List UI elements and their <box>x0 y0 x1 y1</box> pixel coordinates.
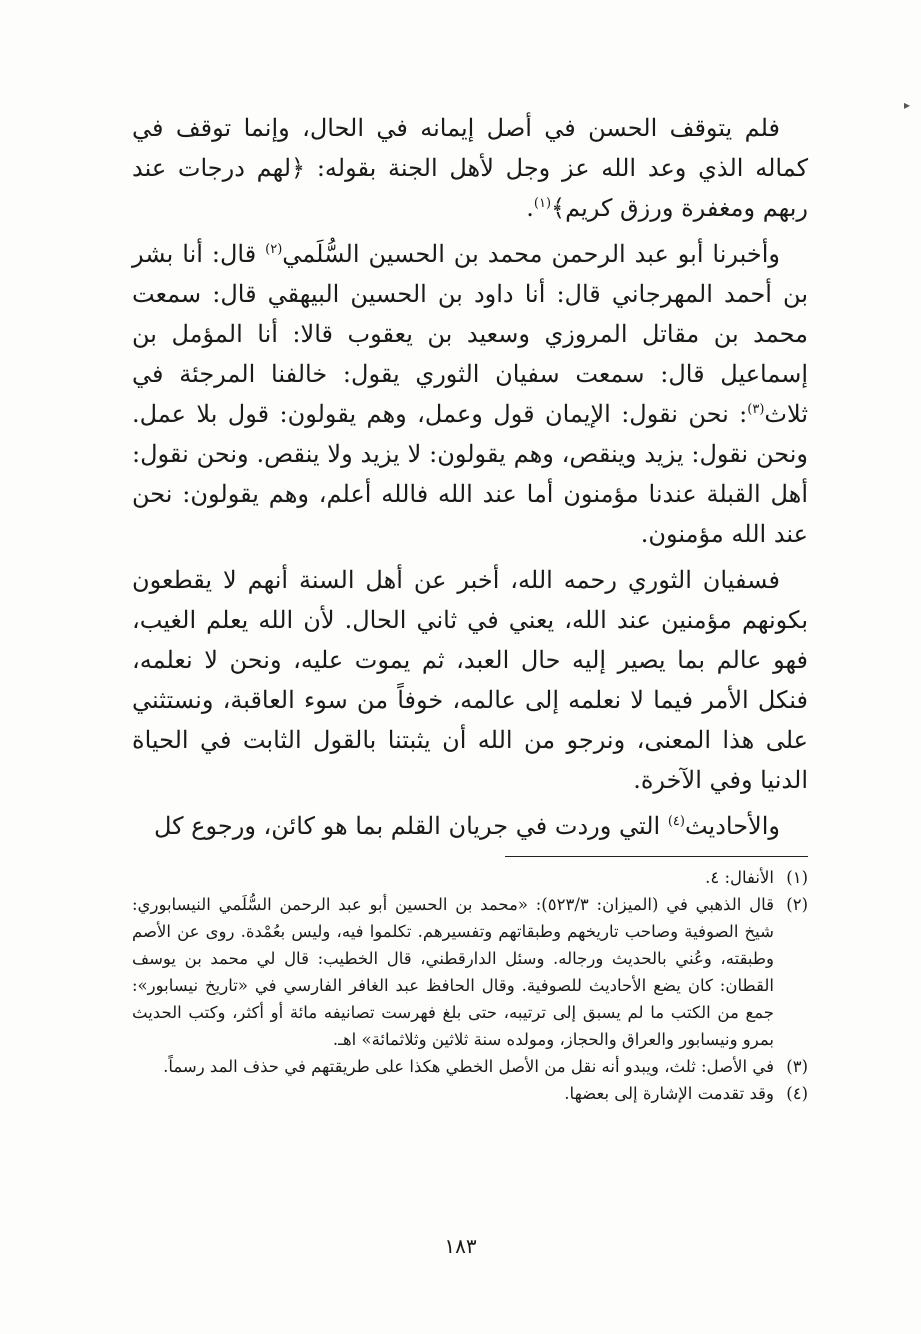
footnote-ref: (٣) <box>747 402 765 417</box>
footnote-1 <box>132 864 808 891</box>
paragraph-4 <box>132 806 808 846</box>
paragraph-text: : نحن نقول: الإيمان قول وعمل، وهم يقولون: قول بلا عمل. ونحن نقول: يزيد وينقص، وهم يقولون: لا يزيد ولا ينقص. ونحن نقول: أهل القبلة عندنا مؤمنون أما عند الله فالله أعلم، وهم يقولون: نحن عند الله مؤمنون. <box>132 400 808 548</box>
footnote-text: الأنفال: ٤. <box>705 868 774 887</box>
footnote-number: (١) <box>786 868 808 887</box>
paragraph-text: . <box>526 194 534 222</box>
footnotes <box>132 864 808 1107</box>
paragraph-text: والأحاديث <box>684 812 780 840</box>
paragraph-1 <box>132 108 808 228</box>
main-text <box>132 108 808 846</box>
footnote-4 <box>132 1080 808 1107</box>
paragraph-text: قال: أنا بشر بن أحمد المهرجاني قال: أنا داود بن الحسين البيهقي قال: سمعت محمد بن مقاتل المروزي وسعيد بن يعقوب قالا: أنا المؤمل بن إسماعيل قال: سمعت سفيان الثوري يقول: خالفنا المرجئة في ثلاث <box>132 240 808 428</box>
paragraph-3 <box>132 560 808 800</box>
footnote-ref: (١) <box>533 196 552 211</box>
footnote-number: (٣) <box>786 1057 808 1076</box>
paragraph-text: فلم يتوقف الحسن في أصل إيمانه في الحال، وإنما توقف في كماله الذي وعد الله عز وجل لأهل الجنة بقوله: ﴿لهم درجات عند ربهم ومغفرة ورزق كريم﴾ <box>132 114 808 222</box>
footnote-ref: (٤) <box>667 814 685 829</box>
footnote-text: وقد تقدمت الإشارة إلى بعضها. <box>564 1084 774 1103</box>
page-number: ١٨٣ <box>444 1234 477 1258</box>
paragraph-2 <box>132 234 808 554</box>
footnote-separator <box>505 856 808 857</box>
paragraph-text: فسفيان الثوري رحمه الله، أخبر عن أهل السنة أنهم لا يقطعون بكونهم مؤمنين عند الله، يعني في ثاني الحال. لأن الله يعلم الغيب، فهو عالم بما يصير إليه حال العبد، ثم يموت عليه، ونحن لا نعلمه، فنكل الأمر فيما لا نعلمه إلى عالمه، خوفاً من سوء العاقبة، ونستثني على هذا المعنى، ونرجو من الله أن يثبتنا بالقول الثابت في الحياة الدنيا وفي الآخرة. <box>132 566 808 794</box>
footnote-2 <box>132 891 808 1053</box>
footnote-number: (٢) <box>786 895 808 914</box>
footnote-3 <box>132 1053 808 1080</box>
scan-speck: ▸ <box>904 98 911 112</box>
footnote-text: قال الذهبي في (الميزان: ٥٢٣/٣): «محمد بن الحسين أبو عبد الرحمن السُّلَمي النيسابوري: شيخ الصوفية وصاحب تاريخهم وطبقاتهم وتفسيرهم. تكلموا فيه، وليس بعُمْدة. روى عن الأصم وطبقته، وعُني بالحديث ورجاله. وسئل الدارقطني، قال الخطيب: قال لي محمد بن يوسف القطان: كان يضع الأحاديث للصوفية. وقال الحافظ عبد الغافر الفارسي في «تاريخ نيسابور»: جمع من الكتب ما لم يسبق إلى ترتيبه، حتى بلغ فهرست تصانيفه مائة أو أكثر، وكتب الحديث بمرو ونيسابور والعراق والحجاز، ومولده سنة ثلاثين وثلاثمائة» اهـ. <box>132 895 774 1049</box>
paragraph-text: وأخبرنا أبو عبد الرحمن محمد بن الحسين السُّلَمي <box>282 240 780 268</box>
footnote-number: (٤) <box>786 1084 808 1103</box>
footnote-ref: (٢) <box>265 242 283 257</box>
footnote-text: في الأصل: ثلث، ويبدو أنه نقل من الأصل الخطي هكذا على طريقتهم في حذف المد رسماً. <box>163 1057 774 1076</box>
paragraph-text: التي وردت في جريان القلم بما هو كائن، ورجوع كل <box>153 812 668 840</box>
